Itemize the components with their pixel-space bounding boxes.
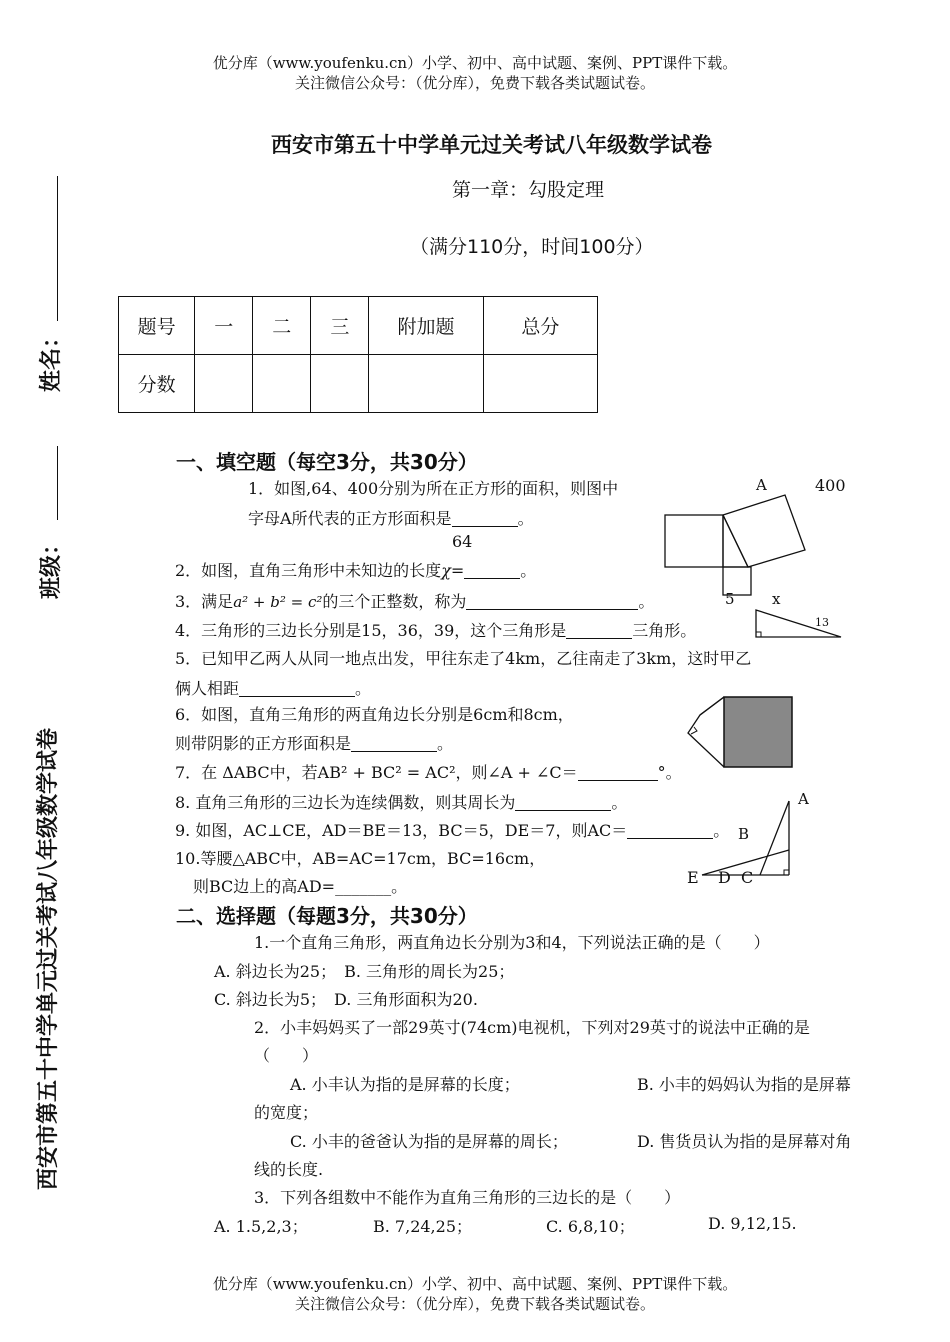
figure-triangle-x: [752, 606, 844, 640]
s1-q7-text: 7．在 ΔABC中，若AB² + BC² = AC²，则∠A + ∠C＝: [175, 763, 578, 782]
cell-header-2: 二: [253, 297, 311, 355]
s1-q3-line: [175, 589, 654, 612]
s1-q4-blank[interactable]: [566, 622, 632, 639]
s1-q4-line: [175, 618, 696, 641]
s2-q1-options-cd: C. 斜边长为5； D. 三角形面积为20.: [214, 990, 478, 1009]
s1-q7-end: °。: [657, 763, 682, 782]
triangle-x-right-angle: [756, 632, 761, 637]
cell-score-2[interactable]: [253, 355, 311, 413]
s2-q2-option-b-cont: 的宽度；: [254, 1103, 319, 1122]
s2-q2-line1: 2．小丰妈妈买了一部29英寸(74cm)电视机，下列对29英寸的说法中正确的是: [254, 1018, 810, 1037]
fig1-label-a: A: [756, 476, 767, 494]
right-triangle: [723, 515, 748, 567]
cell-score-1[interactable]: [195, 355, 253, 413]
score-table-clip: [137, 296, 638, 416]
s1-q5-blank[interactable]: [239, 680, 355, 697]
score-info: （满分110分，时间100分）: [410, 236, 654, 258]
s1-q4-end: 三角形。: [632, 621, 697, 640]
fig4-label-d: D: [718, 868, 731, 887]
s2-q3-text: 3．下列各组数中不能作为直角三角形的三边长的是（ ）: [254, 1188, 681, 1207]
cell-header-1: 一: [195, 297, 253, 355]
fig4-label-e: E: [687, 868, 699, 887]
s1-q5-line1: 5．已知甲乙两人从同一地点出发，甲往东走了4km，乙往南走了3km，这时甲乙: [175, 649, 752, 668]
s1-q2-blank[interactable]: [464, 562, 520, 579]
class-label: 班级：: [39, 532, 64, 599]
name-label: 姓名：: [39, 325, 64, 392]
chapter-title: 第一章：勾股定理: [452, 179, 605, 201]
cell-score-label: 分数: [119, 355, 195, 413]
s1-q3-blank[interactable]: [466, 593, 638, 610]
s1-q6-line2: [175, 731, 453, 754]
s1-q8-end: 。: [611, 793, 628, 812]
s2-q2-option-b: B. 小丰的妈妈认为指的是屏幕: [637, 1075, 851, 1094]
s1-q2-eq: =: [450, 561, 465, 580]
s2-q3-option-a: A. 1.5,2,3；: [214, 1217, 308, 1236]
s1-q5-end: 。: [355, 679, 372, 698]
fig4-label-c: C: [741, 868, 754, 887]
s1-q1-blank[interactable]: [452, 510, 518, 527]
s1-q6-end: 。: [437, 734, 454, 753]
side-exam-title: 西安市第五十中学单元过关考试八年级数学试卷: [36, 727, 61, 1190]
shaded-fig-triangles: [688, 697, 724, 767]
s2-q2-option-d-cont: 线的长度.: [254, 1160, 324, 1179]
s1-q7-line: [175, 760, 682, 783]
square-400: [723, 495, 805, 567]
s1-q10-line1: 10.等腰△ABC中，AB=AC=17cm，BC=16cm，: [175, 849, 546, 868]
s1-q9-text: 9. 如图，AC⊥CE，AD＝BE＝13，BC＝5，DE＝7，则AC＝: [175, 821, 628, 840]
s1-q8-line: [175, 790, 627, 813]
footer-line-2: 关注微信公众号：（优分库），免费下载各类试题试卷。: [294, 1295, 655, 1313]
fig4-label-b: B: [738, 825, 750, 843]
score-table: [118, 296, 598, 413]
fig4-label-a: A: [798, 790, 809, 808]
s2-q2-option-c: C. 小丰的爸爸认为指的是屏幕的周长；: [290, 1132, 568, 1151]
s1-q1-line2: [248, 506, 534, 529]
page-title: 西安市第五十中学单元过关考试八年级数学试卷: [271, 133, 712, 157]
s2-q3-option-d: D. 9,12,15.: [708, 1214, 797, 1233]
s1-q1-text: 字母A所代表的正方形面积是: [248, 509, 452, 528]
s1-q2-line: [175, 558, 536, 581]
s2-q1-options-ab: A. 斜边长为25； B. 三角形的周长为25；: [214, 962, 515, 981]
s2-q2-line2: （ ）: [254, 1046, 319, 1065]
s1-q8-blank[interactable]: [515, 794, 611, 811]
fig2-label-x: x: [772, 590, 781, 608]
figure-shaded-square: [686, 693, 798, 773]
s1-q7-blank[interactable]: [578, 764, 658, 781]
s1-q1-end: 。: [517, 509, 534, 528]
s1-q6-blank[interactable]: [351, 735, 437, 752]
s1-q2-var: χ: [441, 561, 451, 580]
header-line-2: 关注微信公众号：（优分库），免费下载各类试题试卷。: [294, 74, 655, 92]
cell-score-extra[interactable]: [369, 355, 483, 413]
cell-header-3: 三: [311, 297, 369, 355]
s1-q4-text: 4．三角形的三边长分别是15，36，39，这个三角形是: [175, 621, 567, 640]
fig2-label-5: 5: [725, 590, 735, 608]
s1-q6-text: 则带阴影的正方形面积是: [175, 734, 352, 753]
header-line-1: 优分库（www.youfenku.cn）小学、初中、高中试题、案例、PPT课件下载。: [212, 54, 738, 72]
s2-q2-option-d: D. 售货员认为指的是屏幕对角: [637, 1132, 852, 1151]
s1-q6-line1: 6．如图，直角三角形的两直角边长分别是6cm和8cm，: [175, 705, 574, 724]
s2-q1-text: 1.一个直角三角形，两直角边长分别为3和4，下列说法正确的是（ ）: [254, 933, 770, 952]
s1-q3-text: 3．满足: [175, 592, 234, 611]
s1-q3-math: a² + b² = c²: [233, 593, 323, 611]
fig1-label-64: 64: [452, 532, 473, 551]
cell-score-total[interactable]: [483, 355, 597, 413]
s1-q2-end: 。: [520, 561, 537, 580]
cell-header-total: 总分: [483, 297, 597, 355]
s1-q9-end: 。: [713, 821, 730, 840]
s1-q1-line1: 1．如图,64、400分别为所在正方形的面积，则图中: [248, 479, 619, 498]
square-64: [665, 515, 723, 567]
class-underline: [57, 446, 58, 520]
figure-squares: [660, 490, 810, 600]
s1-q3-end: 。: [638, 592, 655, 611]
shaded-square: [724, 697, 792, 767]
s1-q2-text: 2．如图，直角三角形中未知边的长度: [175, 561, 442, 580]
fig2-label-13: 13: [815, 616, 829, 629]
s1-q10-line2: 则BC边上的高AD=_______。: [193, 877, 408, 896]
s1-q9-line: [175, 818, 729, 841]
section1-heading: 一、填空题（每空3分，共30分）: [176, 450, 478, 474]
name-underline: [57, 176, 58, 321]
s1-q3-mid: 的三个正整数，称为: [322, 592, 467, 611]
s1-q5-line2: [175, 676, 371, 699]
s2-q2-option-a: A. 小丰认为指的是屏幕的长度；: [290, 1075, 520, 1094]
s1-q5-text: 俩人相距: [175, 679, 240, 698]
footer-line-1: 优分库（www.youfenku.cn）小学、初中、高中试题、案例、PPT课件下载。: [212, 1275, 738, 1293]
cell-header-label: 题号: [119, 297, 195, 355]
s2-q3-option-c: C. 6,8,10；: [546, 1217, 635, 1236]
cell-header-extra: 附加题: [369, 297, 483, 355]
cell-score-3[interactable]: [311, 355, 369, 413]
s2-q3-option-b: B. 7,24,25；: [373, 1217, 473, 1236]
fig1-label-400: 400: [815, 476, 846, 495]
s1-q8-text: 8. 直角三角形的三边长为连续偶数，则其周长为: [175, 793, 516, 812]
section2-heading: 二、选择题（每题3分，共30分）: [176, 904, 478, 928]
